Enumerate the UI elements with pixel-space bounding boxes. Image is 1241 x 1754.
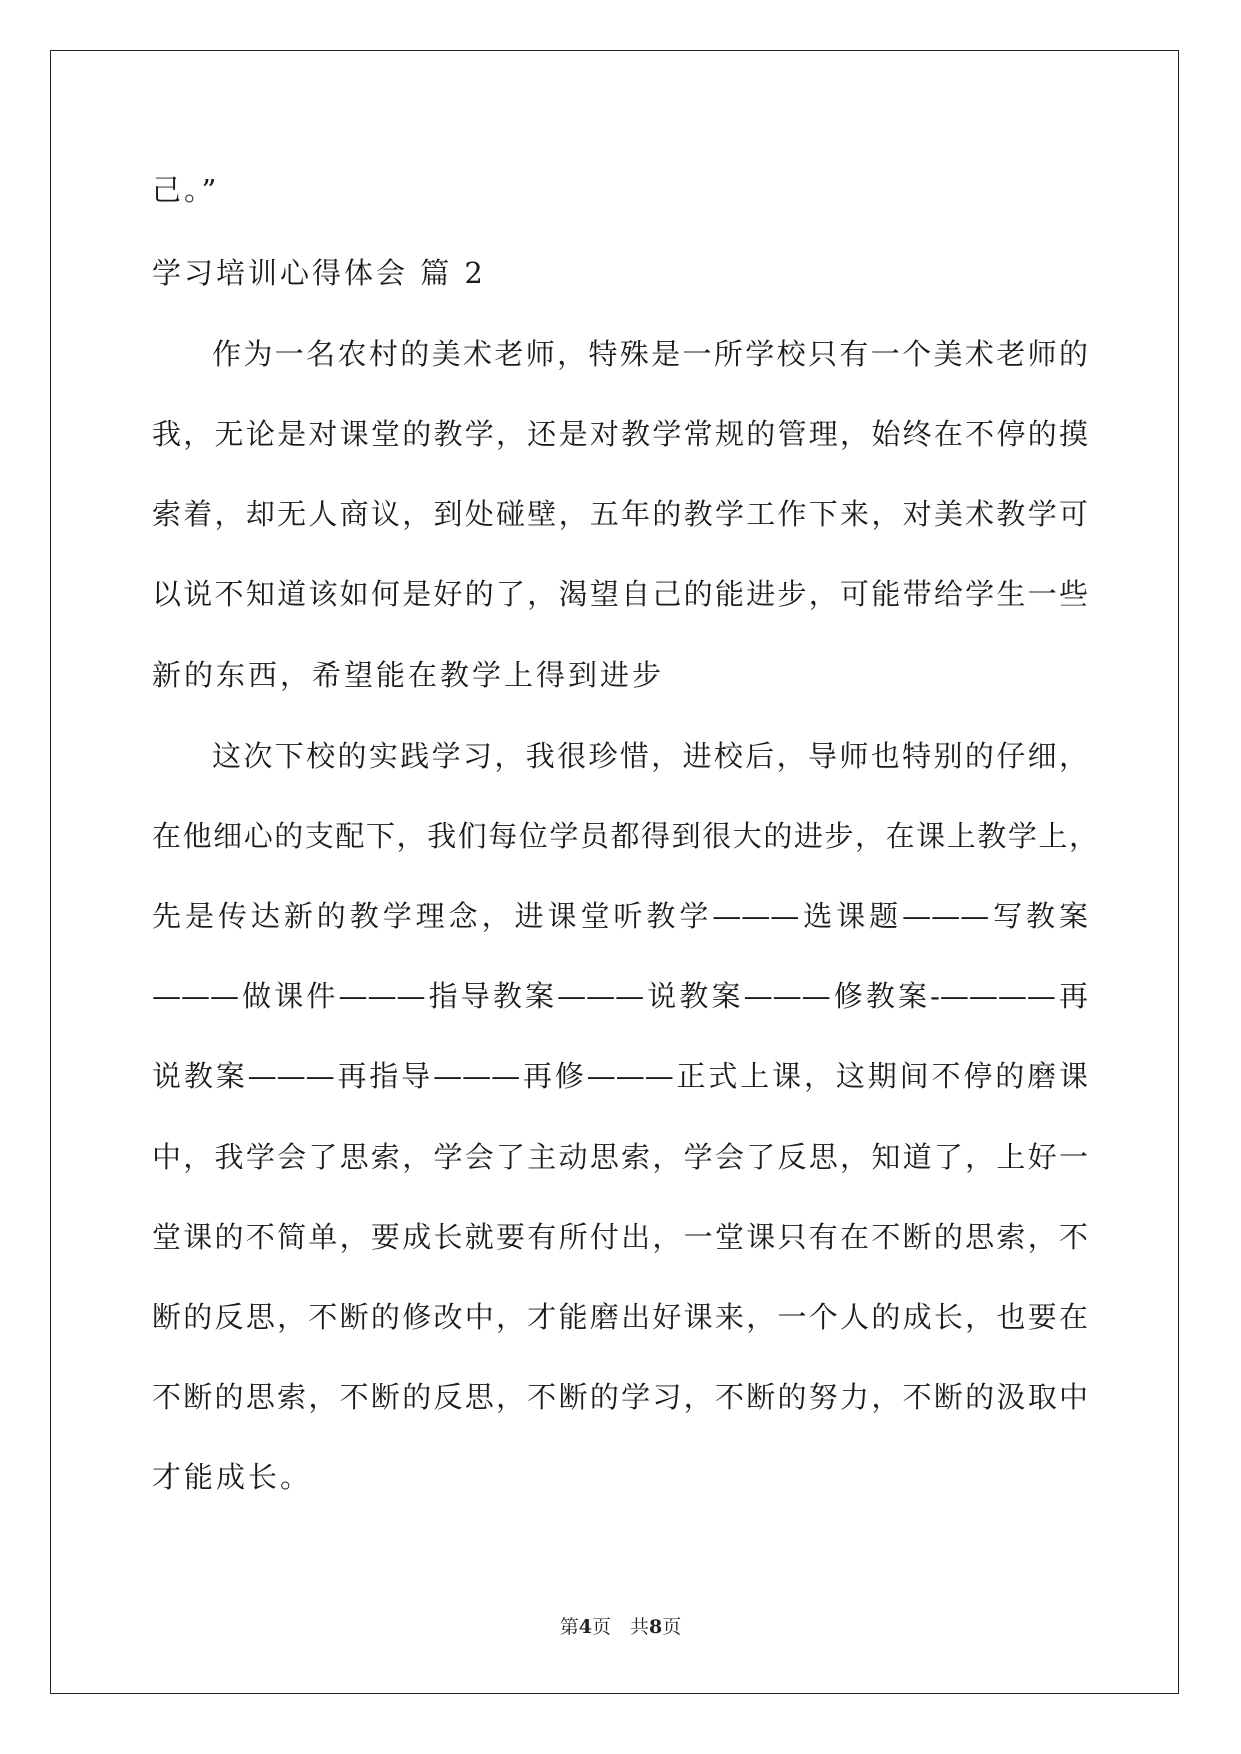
paragraph-line: 才能成长。 <box>152 1460 313 1494</box>
paragraph-line: ———做课件———指导教案———说教案———修教案-————再 <box>152 979 1088 1013</box>
page-prefix: 第 <box>559 1616 579 1638</box>
text-line: 己。” <box>152 173 220 207</box>
paragraph-line: 以说不知道该如何是好的了，渴望自己的能进步，可能带给学生一些 <box>152 577 1088 611</box>
page-mid: 页 共 <box>591 1616 649 1638</box>
paragraph-line: 作为一名农村的美术老师，特殊是一所学校只有一个美术老师的 <box>212 337 1088 371</box>
paragraph-line: 这次下校的实践学习，我很珍惜，进校后，导师也特别的仔细， <box>212 739 1088 773</box>
paragraph-line: 说教案———再指导———再修———正式上课，这期间不停的磨课 <box>152 1059 1088 1093</box>
total-page-number: 8 <box>649 1616 663 1638</box>
paragraph-line: 不断的思索，不断的反思，不断的学习，不断的努力，不断的汲取中 <box>152 1380 1088 1414</box>
paragraph-line: 新的东西，希望能在教学上得到进步 <box>152 658 665 692</box>
paragraph-line: 我，无论是对课堂的教学，还是对教学常规的管理，始终在不停的摸 <box>152 417 1088 451</box>
page-number-footer <box>0 1612 1241 1639</box>
section-heading: 学习培训心得体会 篇 2 <box>152 256 486 290</box>
paragraph-line: 在他细心的支配下，我们每位学员都得到很大的进步，在课上教学上， <box>152 819 1098 853</box>
current-page-number: 4 <box>578 1616 592 1638</box>
paragraph-line: 索着，却无人商议，到处碰壁，五年的教学工作下来，对美术教学可 <box>152 497 1088 531</box>
page-border <box>50 50 1179 1694</box>
paragraph-line: 堂课的不简单，要成长就要有所付出，一堂课只有在不断的思索，不 <box>152 1220 1088 1254</box>
paragraph-line: 中，我学会了思索，学会了主动思索，学会了反思，知道了，上好一 <box>152 1140 1088 1174</box>
page-suffix: 页 <box>662 1616 682 1638</box>
paragraph-line: 断的反思，不断的修改中，才能磨出好课来，一个人的成长，也要在 <box>152 1300 1088 1334</box>
paragraph-line: 先是传达新的教学理念，进课堂听教学———选课题———写教案 <box>152 899 1088 933</box>
